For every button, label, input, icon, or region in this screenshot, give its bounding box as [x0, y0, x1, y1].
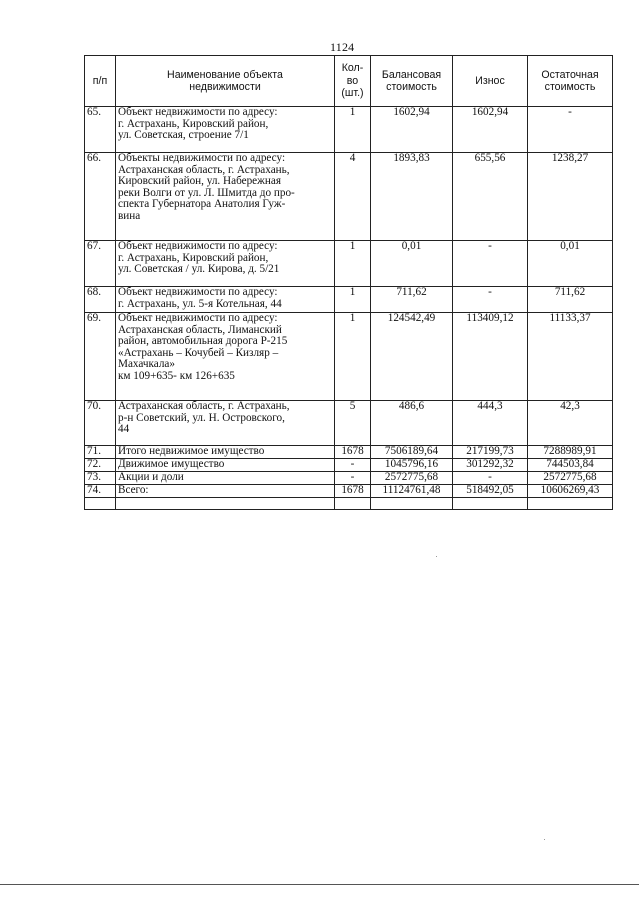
- row-residual: 0,01: [528, 241, 613, 287]
- row-name: Объект недвижимости по адресу: Астраханская область, Лиманский район, автомобильная дорога Р-215 «Астрахань – Кочубей – Кизляр – Махачкала» км 109+635- км 126+635: [116, 313, 335, 401]
- row-balance: 2572775,68: [371, 472, 453, 485]
- row-balance: 1045796,16: [371, 459, 453, 472]
- row-qty: -: [335, 459, 371, 472]
- row-wear: -: [453, 472, 528, 485]
- row-wear: 217199,73: [453, 446, 528, 459]
- row-num: 65.: [85, 107, 116, 153]
- row-residual: -: [528, 107, 613, 153]
- row-balance: 1893,83: [371, 153, 453, 241]
- row-residual: 2572775,68: [528, 472, 613, 485]
- row-residual: 744503,84: [528, 459, 613, 472]
- row-balance: 0,01: [371, 241, 453, 287]
- row-wear: -: [453, 241, 528, 287]
- total-row: [85, 446, 613, 459]
- empty-cell: [116, 498, 335, 510]
- total-row: [85, 459, 613, 472]
- row-residual: 1238,27: [528, 153, 613, 241]
- row-qty: 1678: [335, 446, 371, 459]
- header-wear: Износ: [453, 56, 528, 107]
- row-residual: 711,62: [528, 287, 613, 313]
- row-wear: -: [453, 287, 528, 313]
- row-name: Объект недвижимости по адресу: г. Астрахань, ул. 5-я Котельная, 44: [116, 287, 335, 313]
- scan-edge-line: [0, 884, 639, 885]
- row-wear: 301292,32: [453, 459, 528, 472]
- row-name: Итого недвижимое имущество: [116, 446, 335, 459]
- row-wear: 1602,94: [453, 107, 528, 153]
- row-balance: 486,6: [371, 401, 453, 446]
- row-residual: 7288989,91: [528, 446, 613, 459]
- row-qty: -: [335, 472, 371, 485]
- row-num: 71.: [85, 446, 116, 459]
- row-residual: 10606269,43: [528, 485, 613, 498]
- empty-cell: [335, 498, 371, 510]
- row-qty: 4: [335, 153, 371, 241]
- scan-speck: [436, 556, 437, 557]
- property-table: [84, 55, 613, 510]
- row-balance: 11124761,48: [371, 485, 453, 498]
- row-wear: 655,56: [453, 153, 528, 241]
- row-name: Объект недвижимости по адресу: г. Астрахань, Кировский район, ул. Советская / ул. Кирова, д. 5/21: [116, 241, 335, 287]
- row-name: Движимое имущество: [116, 459, 335, 472]
- empty-cell: [453, 498, 528, 510]
- empty-row: [85, 498, 613, 510]
- header-balance: Балансовая стоимость: [371, 56, 453, 107]
- table-row: [85, 287, 613, 313]
- row-num: 68.: [85, 287, 116, 313]
- row-balance: 7506189,64: [371, 446, 453, 459]
- row-num: 72.: [85, 459, 116, 472]
- row-residual: 11133,37: [528, 313, 613, 401]
- header-qty: Кол- во (шт.): [335, 56, 371, 107]
- row-num: 73.: [85, 472, 116, 485]
- row-name: Объекты недвижимости по адресу: Астраханская область, г. Астрахань, Кировский район, ул. Набережная реки Волги от ул. Л. Шмитда до про- спекта Губернатора Анатолия Гуж- вина: [116, 153, 335, 241]
- row-wear: 113409,12: [453, 313, 528, 401]
- row-residual: 42,3: [528, 401, 613, 446]
- row-name: Объект недвижимости по адресу: г. Астрахань, Кировский район, ул. Советская, строение 7/1: [116, 107, 335, 153]
- header-num: п/п: [85, 56, 116, 107]
- empty-cell: [528, 498, 613, 510]
- row-qty: 1: [335, 107, 371, 153]
- header-residual: Остаточная стоимость: [528, 56, 613, 107]
- total-row: [85, 472, 613, 485]
- table-row: [85, 401, 613, 446]
- empty-cell: [371, 498, 453, 510]
- row-qty: 1: [335, 287, 371, 313]
- table-row: [85, 153, 613, 241]
- empty-cell: [85, 498, 116, 510]
- row-wear: 518492,05: [453, 485, 528, 498]
- row-num: 67.: [85, 241, 116, 287]
- row-qty: 1: [335, 241, 371, 287]
- row-balance: 1602,94: [371, 107, 453, 153]
- row-qty: 5: [335, 401, 371, 446]
- header-name: Наименование объекта недвижимости: [116, 56, 335, 107]
- table-row: [85, 241, 613, 287]
- row-qty: 1: [335, 313, 371, 401]
- row-num: 69.: [85, 313, 116, 401]
- row-name: Всего:: [116, 485, 335, 498]
- table-row: [85, 107, 613, 153]
- table-row: [85, 313, 613, 401]
- row-num: 66.: [85, 153, 116, 241]
- row-wear: 444,3: [453, 401, 528, 446]
- row-balance: 711,62: [371, 287, 453, 313]
- row-num: 74.: [85, 485, 116, 498]
- row-num: 70.: [85, 401, 116, 446]
- page-number: 1124: [330, 40, 355, 54]
- row-name: Акции и доли: [116, 472, 335, 485]
- row-balance: 124542,49: [371, 313, 453, 401]
- scan-speck: [544, 839, 545, 840]
- row-name: Астраханская область, г. Астрахань, р-н Советский, ул. Н. Островского, 44: [116, 401, 335, 446]
- header-row: [85, 56, 613, 107]
- row-qty: 1678: [335, 485, 371, 498]
- total-row: [85, 485, 613, 498]
